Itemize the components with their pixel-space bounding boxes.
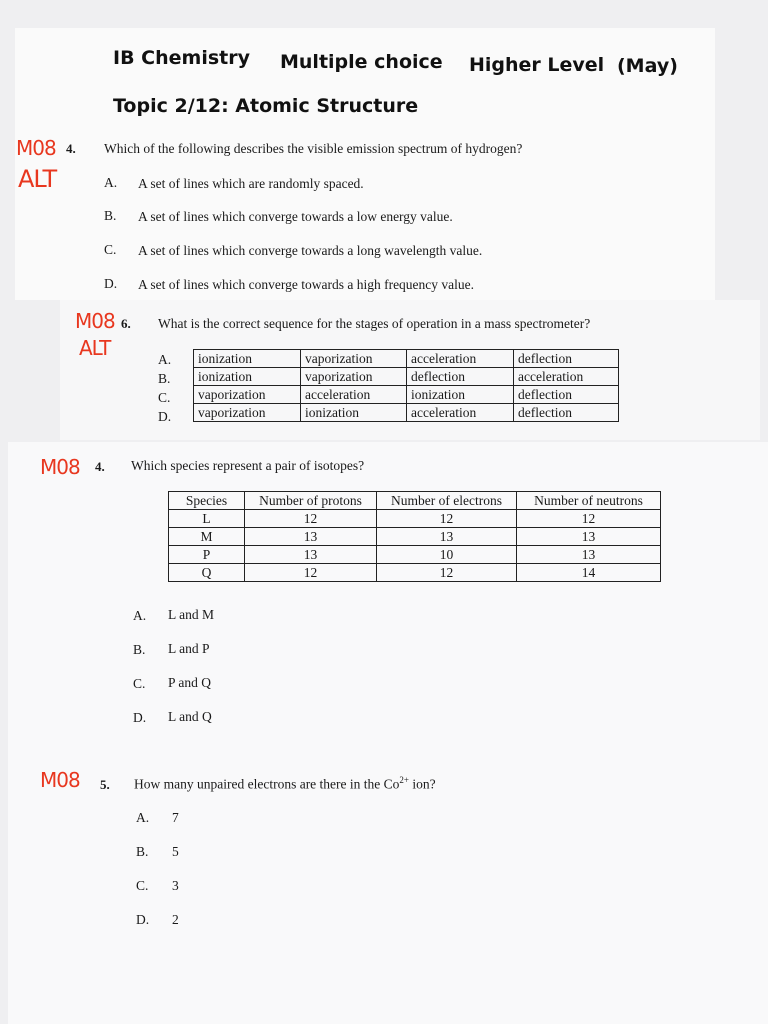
option-text: L and P xyxy=(168,641,210,656)
title-may: (May) xyxy=(617,55,678,77)
table-row xyxy=(194,404,619,422)
table-cell: 14 xyxy=(517,564,661,582)
option-letter: B. xyxy=(104,208,117,223)
option-text: P and Q xyxy=(168,675,211,690)
table-cell: ionization xyxy=(407,386,514,404)
table-cell: 12 xyxy=(377,510,517,528)
charge-superscript: 2+ xyxy=(399,775,409,785)
table-cell: 10 xyxy=(377,546,517,564)
table-row xyxy=(169,564,661,582)
table-cell: 13 xyxy=(517,546,661,564)
option-letter: C. xyxy=(133,676,146,691)
option-letter: B. xyxy=(158,371,171,386)
table-cell: ionization xyxy=(194,368,301,386)
topic-title: Topic 2/12: Atomic Structure xyxy=(113,95,419,117)
isotopes-table xyxy=(168,491,661,582)
option-text: 2 xyxy=(172,912,179,927)
option-letter: A. xyxy=(104,175,118,190)
option-text: 3 xyxy=(172,878,179,893)
table-cell: deflection xyxy=(514,350,619,368)
option-letter: C. xyxy=(136,878,149,893)
table-cell: 13 xyxy=(517,528,661,546)
table-cell: vaporization xyxy=(194,386,301,404)
option-letter: C. xyxy=(104,242,117,257)
table-row xyxy=(194,386,619,404)
table-cell: deflection xyxy=(407,368,514,386)
table-cell: deflection xyxy=(514,404,619,422)
table-cell: acceleration xyxy=(407,350,514,368)
option-letter: B. xyxy=(136,844,149,859)
column-header: Species xyxy=(169,492,245,510)
title-multiple-choice: Multiple choice xyxy=(280,51,443,73)
table-cell: 12 xyxy=(517,510,661,528)
question-text-start: How many unpaired electrons are there in the Co xyxy=(134,776,400,792)
table-cell: P xyxy=(169,546,245,564)
table-cell: 13 xyxy=(245,528,377,546)
option-text: 5 xyxy=(172,844,179,859)
question-text-end: ion? xyxy=(408,776,436,792)
column-header: Number of protons xyxy=(245,492,377,510)
mass-spectrometer-table xyxy=(193,349,619,422)
table-cell: ionization xyxy=(301,404,407,422)
question-text: Which species represent a pair of isotopes? xyxy=(131,458,365,473)
column-header: Number of neutrons xyxy=(517,492,661,510)
handwritten-mark-m08: M08 xyxy=(75,309,115,333)
handwritten-mark-m08: M08 xyxy=(40,768,80,792)
table-cell: 12 xyxy=(245,564,377,582)
question-text xyxy=(134,775,436,793)
table-cell: 13 xyxy=(245,546,377,564)
option-text: A set of lines which are randomly spaced. xyxy=(138,176,364,191)
table-cell: 12 xyxy=(377,564,517,582)
table-row xyxy=(169,546,661,564)
handwritten-mark-m08: M08 xyxy=(16,136,56,160)
table-cell: vaporization xyxy=(194,404,301,422)
question-number: 4. xyxy=(66,141,76,156)
option-text: A set of lines which converge towards a high frequency value. xyxy=(138,277,475,292)
question-text: What is the correct sequence for the stages of operation in a mass spectrometer? xyxy=(158,316,591,331)
option-text: L and M xyxy=(168,607,214,622)
question-number: 6. xyxy=(121,316,131,331)
table-cell: acceleration xyxy=(407,404,514,422)
option-letter: D. xyxy=(136,912,150,927)
title-ib-chemistry: IB Chemistry xyxy=(113,47,250,69)
table-cell: acceleration xyxy=(514,368,619,386)
table-cell: 13 xyxy=(377,528,517,546)
table-cell: vaporization xyxy=(301,368,407,386)
table-row xyxy=(194,350,619,368)
table-row xyxy=(194,368,619,386)
option-text: A set of lines which converge towards a low energy value. xyxy=(138,209,453,224)
table-cell: 12 xyxy=(245,510,377,528)
table-cell: L xyxy=(169,510,245,528)
table-cell: vaporization xyxy=(301,350,407,368)
option-letter: A. xyxy=(158,352,172,367)
option-letter: D. xyxy=(133,710,147,725)
option-letter: D. xyxy=(104,276,118,291)
table-cell: M xyxy=(169,528,245,546)
table-header-row xyxy=(169,492,661,510)
option-letter: C. xyxy=(158,390,171,405)
column-header: Number of electrons xyxy=(377,492,517,510)
option-letter: D. xyxy=(158,409,172,424)
table-cell: ionization xyxy=(194,350,301,368)
table-cell: acceleration xyxy=(301,386,407,404)
table-row xyxy=(169,510,661,528)
option-letter: B. xyxy=(133,642,146,657)
handwritten-mark-alt: ALT xyxy=(18,165,57,193)
question-number: 5. xyxy=(100,777,110,792)
table-cell: Q xyxy=(169,564,245,582)
handwritten-mark-alt: ALT xyxy=(79,336,111,360)
option-text: L and Q xyxy=(168,709,212,724)
option-text: 7 xyxy=(172,810,179,825)
title-higher-level: Higher Level xyxy=(469,54,605,76)
option-text: A set of lines which converge towards a long wavelength value. xyxy=(138,243,483,258)
option-letters xyxy=(158,350,171,426)
option-letter: A. xyxy=(133,608,147,623)
question-text: Which of the following describes the visible emission spectrum of hydrogen? xyxy=(104,141,523,156)
handwritten-mark-m08: M08 xyxy=(40,455,80,479)
option-letter: A. xyxy=(136,810,150,825)
table-cell: deflection xyxy=(514,386,619,404)
question-number: 4. xyxy=(95,459,105,474)
table-row xyxy=(169,528,661,546)
